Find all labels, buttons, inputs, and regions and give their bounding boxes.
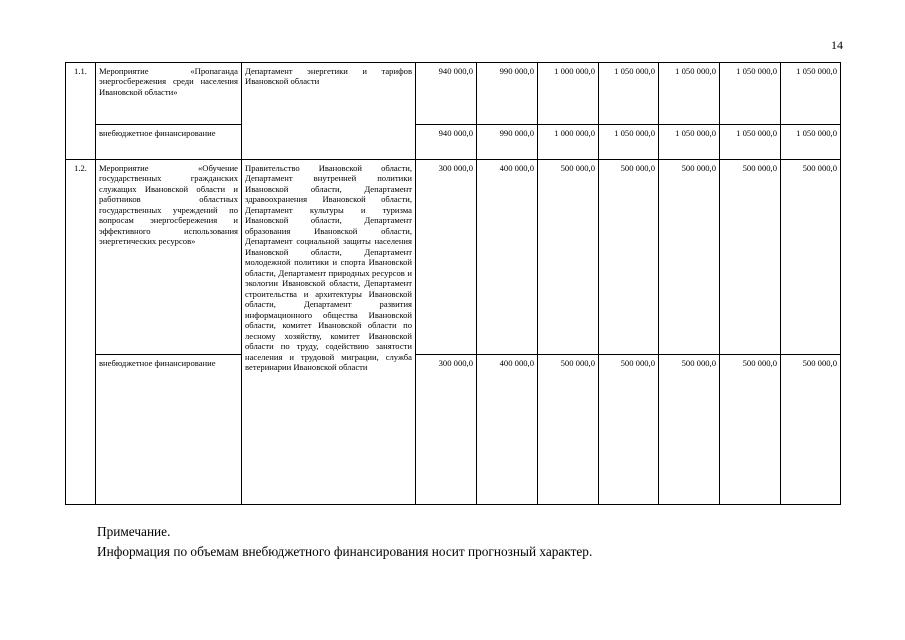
- value-cell: 500 000,0: [720, 160, 781, 355]
- value-cell: 1 000 000,0: [538, 63, 599, 125]
- note-text: Информация по объемам внебюджетного финансирования носит прогнозный характер.: [97, 544, 593, 559]
- value-cell: 990 000,0: [477, 125, 538, 160]
- value-cell: 1 000 000,0: [538, 125, 599, 160]
- value-cell: 1 050 000,0: [781, 125, 841, 160]
- value-cell: 400 000,0: [477, 160, 538, 355]
- value-cell: 300 000,0: [416, 160, 477, 355]
- value-cell: 1 050 000,0: [599, 63, 659, 125]
- value-cell: 300 000,0: [416, 355, 477, 505]
- table-row: [66, 63, 841, 125]
- executor: Правительство Ивановской области, Департамент внутренней политики Ивановской области, Департамент здравоохранения Ивановской области, Департамент культуры и туризма Ивановской области, Департамент образования Ивановской области, Департамент социальной защиты населения Ивановской области, Департамент молодежной политики и спорта Ивановской области, Департамент природных ресурсов и экологии Ивановской области, Департамент строительства и архитектуры Ивановской области, Департамент развития информационного общества Ивановской области, комитет Ивановской области по лесному хозяйству, комитет Ивановской области по труду, содействию занятости населения и трудовой миграции, служба ветеринарии Ивановской области: [242, 160, 416, 505]
- value-cell: 500 000,0: [538, 160, 599, 355]
- value-cell: 400 000,0: [477, 355, 538, 505]
- activity-name: Мероприятие «Обучение государственных гражданских служащих Ивановской области и работников областных государственных учреждений по вопросам энергосбережения и эффективного использования энергетических ресурсов»: [96, 160, 242, 355]
- table-row: [66, 160, 841, 355]
- executor: Департамент энергетики и тарифов Ивановской области: [242, 63, 416, 160]
- footnote: [97, 522, 592, 562]
- value-cell: 990 000,0: [477, 63, 538, 125]
- row-index: 1.1.: [66, 63, 96, 160]
- budget-table: [65, 62, 841, 505]
- value-cell: 500 000,0: [781, 355, 841, 505]
- value-cell: 500 000,0: [659, 355, 720, 505]
- value-cell: 500 000,0: [538, 355, 599, 505]
- value-cell: 1 050 000,0: [781, 63, 841, 125]
- financing-type: внебюджетное финансирование: [96, 125, 242, 160]
- note-title: Примечание.: [97, 524, 171, 539]
- page-number: 14: [831, 38, 843, 52]
- value-cell: 940 000,0: [416, 63, 477, 125]
- table-row: [66, 355, 841, 505]
- value-cell: 500 000,0: [599, 160, 659, 355]
- value-cell: 1 050 000,0: [659, 63, 720, 125]
- value-cell: 500 000,0: [659, 160, 720, 355]
- value-cell: 1 050 000,0: [659, 125, 720, 160]
- value-cell: 500 000,0: [720, 355, 781, 505]
- value-cell: 500 000,0: [781, 160, 841, 355]
- value-cell: 940 000,0: [416, 125, 477, 160]
- table-row: [66, 125, 841, 160]
- value-cell: 500 000,0: [599, 355, 659, 505]
- row-index: 1.2.: [66, 160, 96, 505]
- financing-type: внебюджетное финансирование: [96, 355, 242, 505]
- value-cell: 1 050 000,0: [720, 63, 781, 125]
- value-cell: 1 050 000,0: [599, 125, 659, 160]
- activity-name: Мероприятие «Пропаганда энергосбережения среди населения Ивановской области»: [96, 63, 242, 125]
- value-cell: 1 050 000,0: [720, 125, 781, 160]
